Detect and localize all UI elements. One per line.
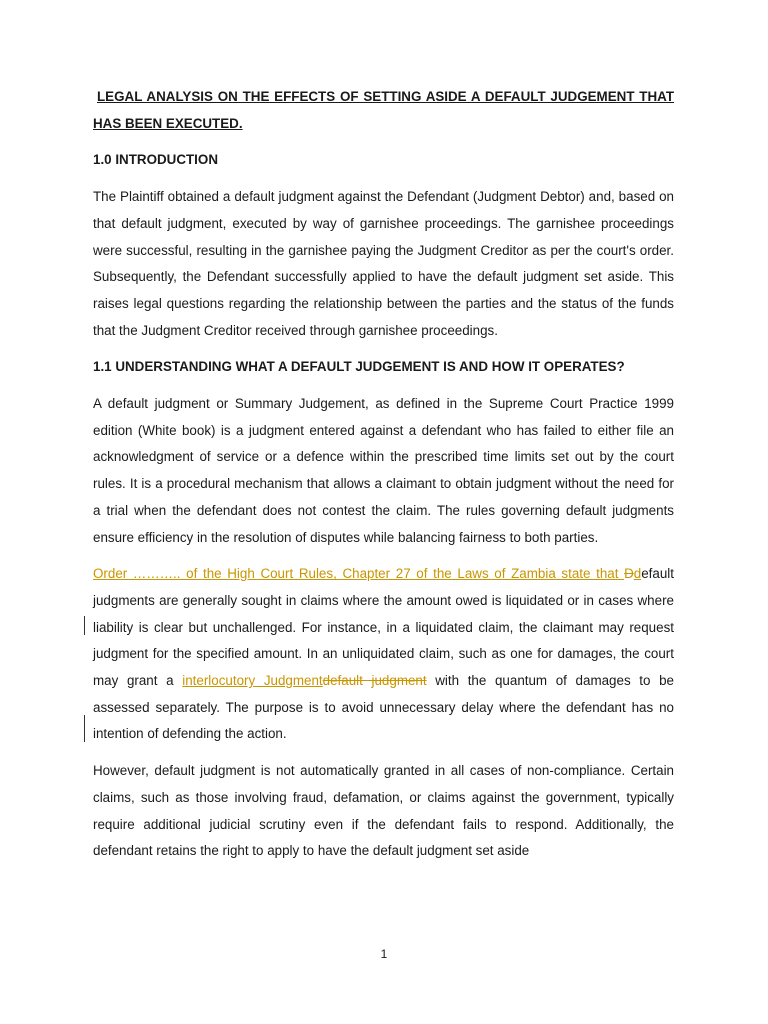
order-paragraph-text-1: efault judgments are generally sought in claims where the amount owed is liquidated or in cases where liability is clear but unchallenged. For instance, in a liquidated claim, the claimant may request judgment for the specified amount. In an unliquidated claim, such as one for damages, the court may grant a [93, 566, 674, 689]
document-title: LEGAL ANALYSIS ON THE EFFECTS OF SETTING ASIDE A DEFAULT JUDGEMENT THAT HAS BEEN EXECUTED. [93, 89, 674, 131]
tracked-insertion-interlocutory-judgment[interactable]: interlocutory Judgment [182, 673, 323, 689]
intro-heading: 1.0 INTRODUCTION [93, 152, 218, 168]
tracked-deletion-capital-d[interactable]: D [624, 566, 634, 582]
intro-paragraph: The Plaintiff obtained a default judgment against the Defendant (Judgment Debtor) and, based on that default judgment, executed by way of garnishee proceedings. The garnishee proceedings were successful, resulting in the garnishee paying the Judgment Creditor as per the court's order. Subsequently, the Defendant successfully applied to have the default judgment set aside. This raises legal questions regarding the relationship between the parties and the status of the funds that the Judgment Creditor received through garnishee proceedings. [93, 189, 674, 338]
page-number: 1 [380, 947, 388, 961]
however-paragraph: However, default judgment is not automatically granted in all cases of non-compliance. Certain claims, such as those involving fraud, defamation, or claims against the government, typically require additional judicial scrutiny even if the defendant fails to respond. Additionally, the defendant retains the right to apply to have the default judgment set aside [93, 763, 674, 859]
order-paragraph [93, 561, 674, 748]
tracked-insertion-lowercase-d[interactable]: d [633, 566, 642, 582]
definition-paragraph: A default judgment or Summary Judgement, as defined in the Supreme Court Practice 1999 edition (White book) is a judgment entered against a defendant who has failed to either file an acknowledgment of service or a defence within the prescribed time limits set out by the court rules. It is a procedural mechanism that allows a claimant to obtain judgment without the need for a trial when the defendant does not contest the claim. The rules governing default judgments ensure efficiency in the resolution of disputes while balancing fairness to both parties. [93, 396, 674, 545]
tracked-insertion-order-reference[interactable]: Order ……….. of the High Court Rules, Chapter 27 of the Laws of Zambia state that [93, 566, 625, 582]
understanding-heading: 1.1 UNDERSTANDING WHAT A DEFAULT JUDGEMENT IS AND HOW IT OPERATES? [93, 359, 625, 375]
change-bar-interlocutory [84, 715, 85, 742]
document-body[interactable] [93, 84, 674, 865]
order-paragraph-text-2: with the quantum of damages to be assessed separately. The purpose is to avoid unnecessary delay where the defendant has no intention of defending the action. [93, 673, 675, 742]
tracked-deletion-default-judgment[interactable]: default judgment [322, 673, 427, 689]
change-bar-order [84, 616, 85, 635]
